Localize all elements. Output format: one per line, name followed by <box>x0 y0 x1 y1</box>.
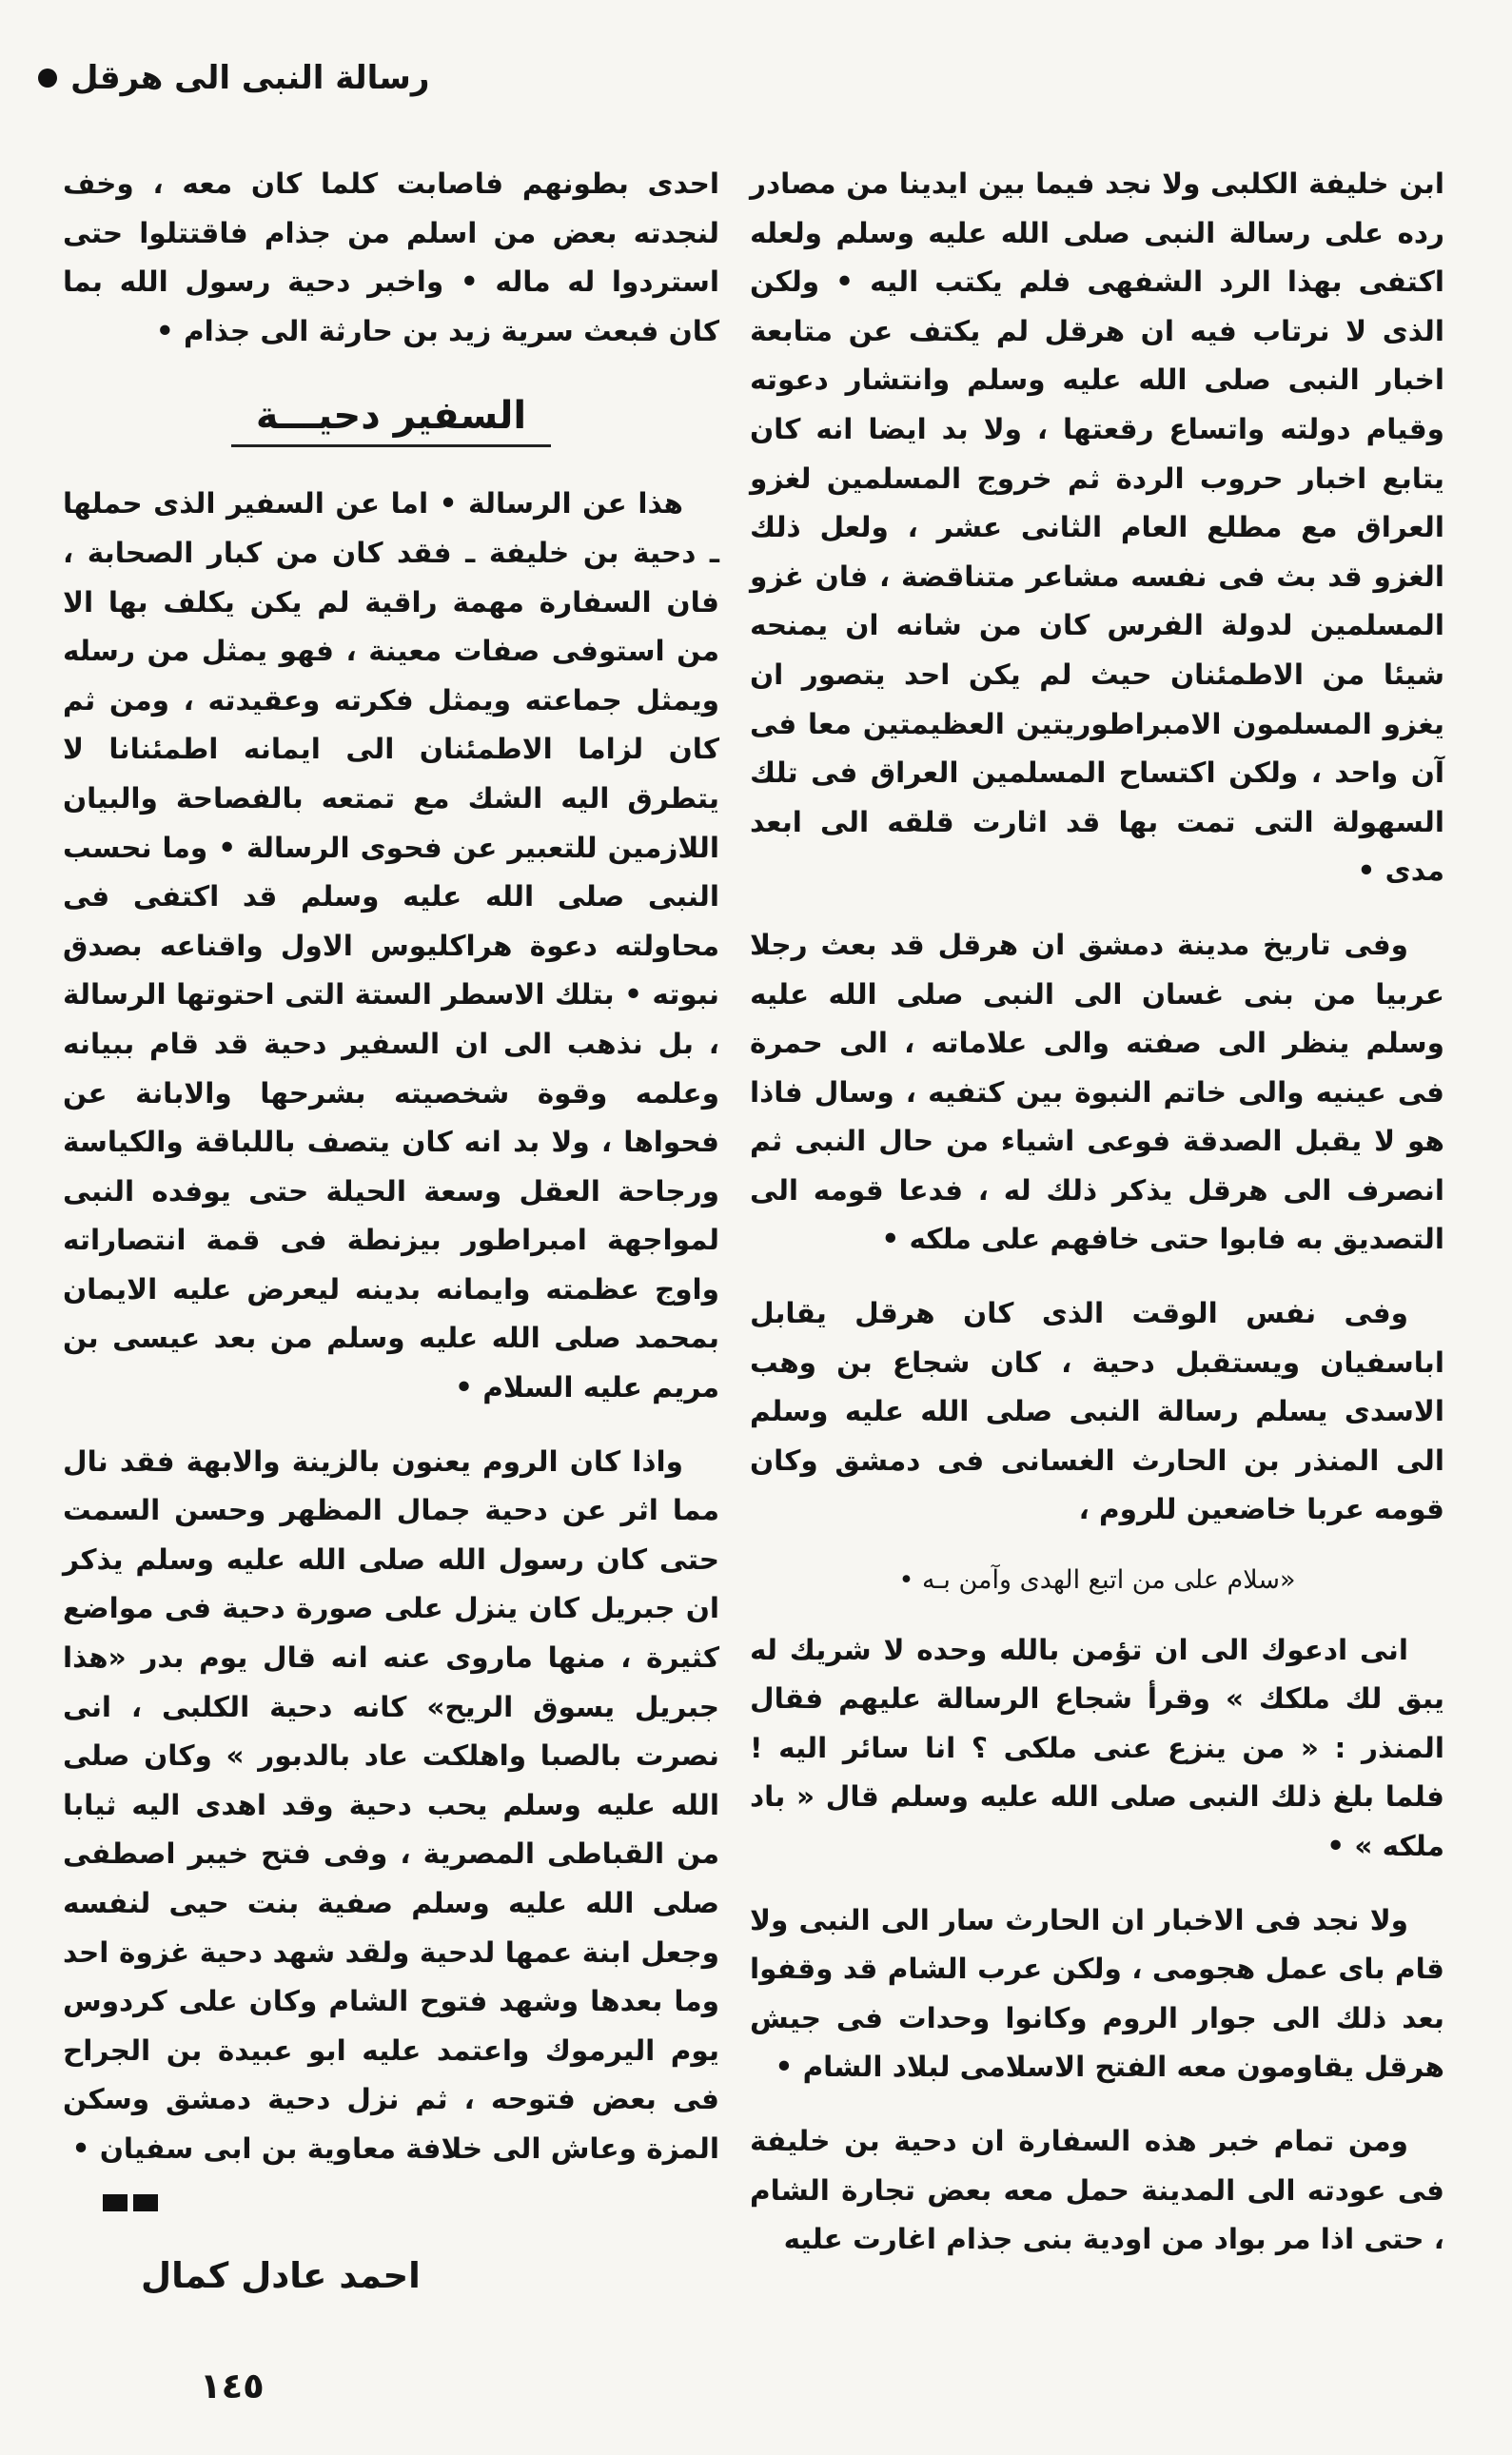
author-name: احمد عادل كمال <box>141 2255 421 2296</box>
right-paragraph-6: ومن تمام خبر هذه السفارة ان دحية بن خليفة فى عودته الى المدينة حمل معه بعض تجارة الشام ، حتى اذا مر بواد من اودية بنى جذام اغارت عليه <box>750 2124 1444 2256</box>
header-bullet-icon <box>38 69 57 88</box>
section-heading <box>63 392 719 447</box>
right-paragraph-5: ولا نجد فى الاخبار ان الحارث سار الى النبى ولا قام باى عمل هجومى ، ولكن عرب الشام قد وقفوا بعد ذلك الى جوار الروم وكانوا وحدات فى جيش هرقل يقاومون معه الفتح الاسلامى لبلاد الشام • <box>750 1903 1444 2084</box>
right-paragraph-3: وفى نفس الوقت الذى كان هرقل يقابل اباسفيان ويستقبل دحية ، كان شجاع بن وهب الاسدى يسلم رسالة النبى صلى الله عليه وسلم الى المنذر بن الحارث الغسانى فى دمشق وكان قومه عربا خاضعين للروم ، <box>750 1297 1444 1526</box>
letter-quote: «سلام على من اتبع الهدى وآمن بـه • <box>898 1565 1296 1596</box>
right-column <box>750 160 1444 2265</box>
left-paragraph-2: واذا كان الروم يعنون بالزينة والابهة فقد نال مما اثر عن دحية جمال المظهر وحسن السمت حتى كان رسول الله صلى الله عليه وسلم يذكر ان جبريل كان ينزل على صورة دحية فى مواضع كثيرة ، منها ماروى عنه انه قال يوم بدر «هذا جبريل يسوق الريح» كانه دحية الكلبى ، انى نصرت بالصبا واهلكت عاد بالدبور » وكان صلى الله عليه وسلم يحب دحية وقد اهدى اليه ثيابا من القباطى المصرية ، وفى فتح خيبر اصطفى صلى الله عليه وسلم صفية بنت حيى لنفسه وجعل ابنة عمها لدحية ولقد شهد دحية غزوة احد وما بعدها وشهد فتوح الشام وكان على كردوس يوم اليرموك واعتمد عليه ابو عبيدة بن الجراح فى بعض فتوحه ، ثم نزل دحية دمشق وسكن المزة وعاش الى خلافة معاوية بن ابى سفيان • <box>63 1444 719 2165</box>
left-intro-paragraph: احدى بطونهم فاصابت كلما كان معه ، وخف لنجدته بعض من اسلم من جذام فاقتتلوا حتى استردوا له ماله • واخبر دحية رسول الله بما كان فبعث سرية زيد بن حارثة الى جذام • <box>63 167 719 347</box>
running-header <box>38 59 429 97</box>
left-paragraph-1: هذا عن الرسالة • اما عن السفير الذى حملها ـ دحية بن خليفة ـ فقد كان من كبار الصحابة ، فان السفارة مهمة راقية لم يكن يكلف بها الا من استوفى صفات معينة ، فهو يمثل من رسله ويمثل جماعته ويمثل فكرته وعقيدته ، ومن ثم كان لزاما الاطمئنان الى ايمانه اطمئنانا لا يتطرق اليه الشك مع تمتعه بالفصاحة والبيان اللازمين للتعبير عن فحوى الرسالة • وما نحسب النبى صلى الله عليه وسلم قد اكتفى فى محاولته دعوة هراكليوس الاول واقناعه بصدق نبوته • بتلك الاسطر الستة التى احتوتها الرسالة ، بل نذهب الى ان السفير دحية قد قام ببيانه وعلمه وقوة شخصيته بشرحها والابانة عن فحواها ، ولا بد انه كان يتصف باللباقة والكياسة ورجاحة العقل وسعة الحيلة حتى يوفده النبى لمواجهة امبراطور بيزنطة فى قمة انتصاراته واوج عظمته وايمانه بدينه ليعرض عليه الايمان بمحمد صلى الله عليه وسلم من بعد عيسى بن مريم عليه السلام • <box>63 487 719 1404</box>
right-paragraph-1: ابن خليفة الكلبى ولا نجد فيما بين ايدينا من مصادر رده على رسالة النبى صلى الله عليه وسلم ولعله اكتفى بهذا الرد الشفهى فلم يكتب اليه • ولكن الذى لا نرتاب فيه ان هرقل لم يكتف عن متابعة اخبار النبى صلى الله عليه وسلم وانتشار دعوته وقيام دولته واتساع رقعتها ، ولا بد ايضا انه كان يتابع اخبار حروب الردة ثم خروج المسلمين لغزو العراق مع مطلع العام الثانى عشر ، ولعل ذلك الغزو قد بث فى نفسه مشاعر متناقضة ، فان غزو المسلمين لدولة الفرس كان من شانه ان يمنحه شيئا من الاطمئنان حيث لم يكن احد يتصور ان يغزو المسلمون الامبراطوريتين العظيمتين معا فى آن واحد ، ولكن اكتساح المسلمين العراق فى تلك السهولة التى تمت بها قد اثارت قلقه الى ابعد مدى • <box>750 167 1444 888</box>
right-paragraph-2: وفى تاريخ مدينة دمشق ان هرقل قد بعث رجلا عربيا من بنى غسان الى النبى صلى الله عليه وسلم ينظر الى صفته والى علاماته ، الى حمرة فى عينيه والى خاتم النبوة بين كتفيه ، وسال فاذا هو لا يقبل الصدقة فوعى اشياء من حال النبى ثم انصرف الى هرقل يذكر ذلك له ، فدعا قومه الى التصديق به فابوا حتى خافهم على ملكه • <box>750 928 1444 1256</box>
section-heading-text: السفير دحيـــة <box>231 393 551 447</box>
right-paragraph-4: انى ادعوك الى ان تؤمن بالله وحده لا شريك له يبق لك ملكك » وقرأ شجاع الرسالة عليهم فقال المنذر : « من ينزع عنى ملكى ؟ انا سائر اليه ! فلما بلغ ذلك النبى صلى الله عليه وسلم قال « باد ملكه » • <box>750 1633 1444 1862</box>
header-title: رسالة النبى الى هرقل <box>70 59 430 97</box>
left-column <box>63 160 719 2174</box>
article-end-mark-icon <box>103 2194 158 2211</box>
page-number: ١٤٥ <box>200 2366 265 2406</box>
